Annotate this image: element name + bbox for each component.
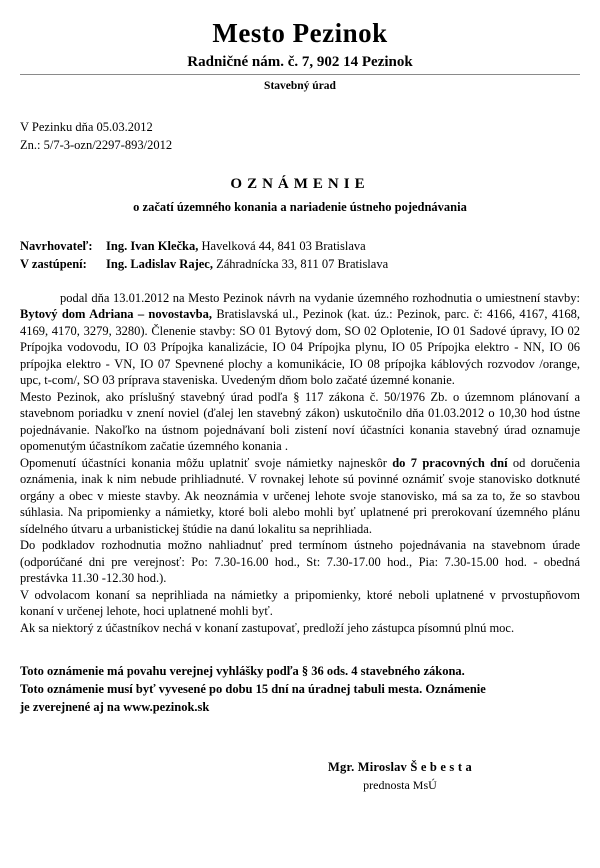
- building-name: Bytový dom Adriana – novostavba,: [20, 307, 212, 322]
- representative-label: V zastúpení:: [20, 257, 87, 272]
- representative-row: [20, 255, 580, 273]
- paragraph-proposal: [20, 290, 580, 389]
- document-header: [20, 18, 580, 92]
- document-body: [20, 290, 580, 637]
- organization-address: Radničné nám. č. 7, 902 14 Pezinok: [187, 54, 413, 71]
- public-notice-line-2: Toto oznámenie musí byť vyvesené po dobu 15 dní na úradnej tabuli mesta. Oznámenie: [20, 682, 486, 697]
- document-meta: [20, 118, 580, 154]
- public-notice-line-1: Toto oznámenie má povahu verejnej vyhlášky podľa § 36 ods. 4 stavebného zákona.: [20, 664, 465, 679]
- paragraph-representation: Ak sa niektorý z účastníkov nechá v konaní zastupovať, predloží jeho zástupca písomnú plnú moc.: [20, 620, 515, 635]
- proposer-row: [20, 237, 580, 255]
- paragraph-objections: [20, 455, 580, 538]
- paragraph-authority: Mesto Pezinok, ako príslušný stavebný úrad podľa § 117 zákona č. 50/1976 Zb. o územnom plánovaní a stavebnom poriadku v znení noviel (ďalej len stavebný zákon) uskutočnilo dňa 01.03.2012 o 10,30 hod ústne pojednávanie. Nakoľko na ústnom pojednávaní boli zistení noví účastníci konania stavebný úrad oznamuje opomenutým účastníkom začatie územného konania .: [20, 389, 580, 454]
- paragraph-objections-text-b: od doručenia oznámenia, inak k nim nebude prihliadnuté. V rovnakej lehote sú povinné oznámiť svoje stanovisko dotknuté orgány a obec v mieste stavby. Ak neoznámia v určenej lehote svoje stanovisko, má sa za to, že so stavbou súhlasia. Na pripomienky a námietky, ktoré boli alebo mohli byť uplatnené pri prerokovaní územného plánu sídelného útvaru a urbanistickej štúdie na danú lokalitu sa neprihliada.: [20, 455, 580, 536]
- paragraph-appeal: V odvolacom konaní sa neprihliada na námietky a pripomienky, ktoré neboli uplatnené v prvostupňovom konaní v určenej lehote, hoci uplatnené mohli byť.: [20, 587, 580, 619]
- signatory-name: Mgr. Miroslav Š e b e s t a: [328, 760, 472, 775]
- notice-heading-block: [20, 176, 580, 215]
- notice-title: OZNÁMENIE: [230, 176, 370, 193]
- place-and-date: V Pezinku dňa 05.03.2012: [20, 120, 153, 135]
- department-name: Stavebný úrad: [264, 80, 336, 93]
- organization-title: Mesto Pezinok: [212, 18, 388, 48]
- notice-subtitle: o začatí územného konania a nariadenie ústneho pojednávania: [133, 200, 467, 215]
- proposer-address: Havelková 44, 841 03 Bratislava: [198, 239, 366, 254]
- public-notice-line-3: je zverejnené aj na www.pezinok.sk: [20, 700, 210, 715]
- proposer-name: Ing. Ivan Klečka,: [106, 239, 199, 254]
- paragraph-objections-text-a: Opomenutí účastníci konania môžu uplatniť svoje námietky najneskôr: [20, 455, 393, 470]
- public-notice-block: [20, 662, 580, 716]
- paragraph-office-hours: Do podkladov rozhodnutia možno nahliadnuť pred termínom ústneho pojednávania na stavebnom úrade (odporúčané dni pre verejnosť: Po: 7.30-16.00 hod., St: 7.30-17.00 hod., Pia: 7.30-15.00 hod. - obedná prestávka 11.30 -12.30 hod.).: [20, 538, 580, 586]
- reference-number: Zn.: 5/7-3-ozn/2297-893/2012: [20, 138, 173, 153]
- header-divider: [20, 74, 580, 75]
- deadline-highlight: do 7 pracovných dní: [392, 455, 508, 470]
- paragraph-proposal-text-a: podal dňa 13.01.2012 na Mesto Pezinok návrh na vydanie územného rozhodnutia o umiestnení stavby:: [60, 290, 580, 305]
- signatory-role: prednosta MsÚ: [363, 778, 437, 793]
- proposer-label: Navrhovateľ:: [20, 239, 93, 254]
- paragraph-proposal-text-b: Bratislavská ul., Pezinok (kat. úz.: Pezinok, parc. č: 4166, 4167, 4168, 4169, 4170, 3279, 3280). Členenie stavby: SO 01 Bytový dom, SO 02 Oplotenie, IO 01 Sadové úpravy, IO 02 Prípojka vodovodu, IO 03 Prípojka kanalizácie, IO 04 Prípojka plynu, IO 05 Prípojka elektro - NN, IO 06 prípojka elektro - VN, IO 07 Spevnené plochy a komunikácie, IO 08 prípojka káblových rozvodov /orange, upc, t-com/, SO 03 príprava staveniska. Uvedeným dňom bolo začaté územné konanie.: [20, 307, 581, 388]
- representative-name: Ing. Ladislav Rajec,: [106, 257, 213, 272]
- signature-block: [20, 760, 580, 793]
- parties-block: [20, 237, 580, 273]
- document-page: [0, 18, 600, 868]
- representative-address: Záhradnícka 33, 811 07 Bratislava: [212, 257, 389, 272]
